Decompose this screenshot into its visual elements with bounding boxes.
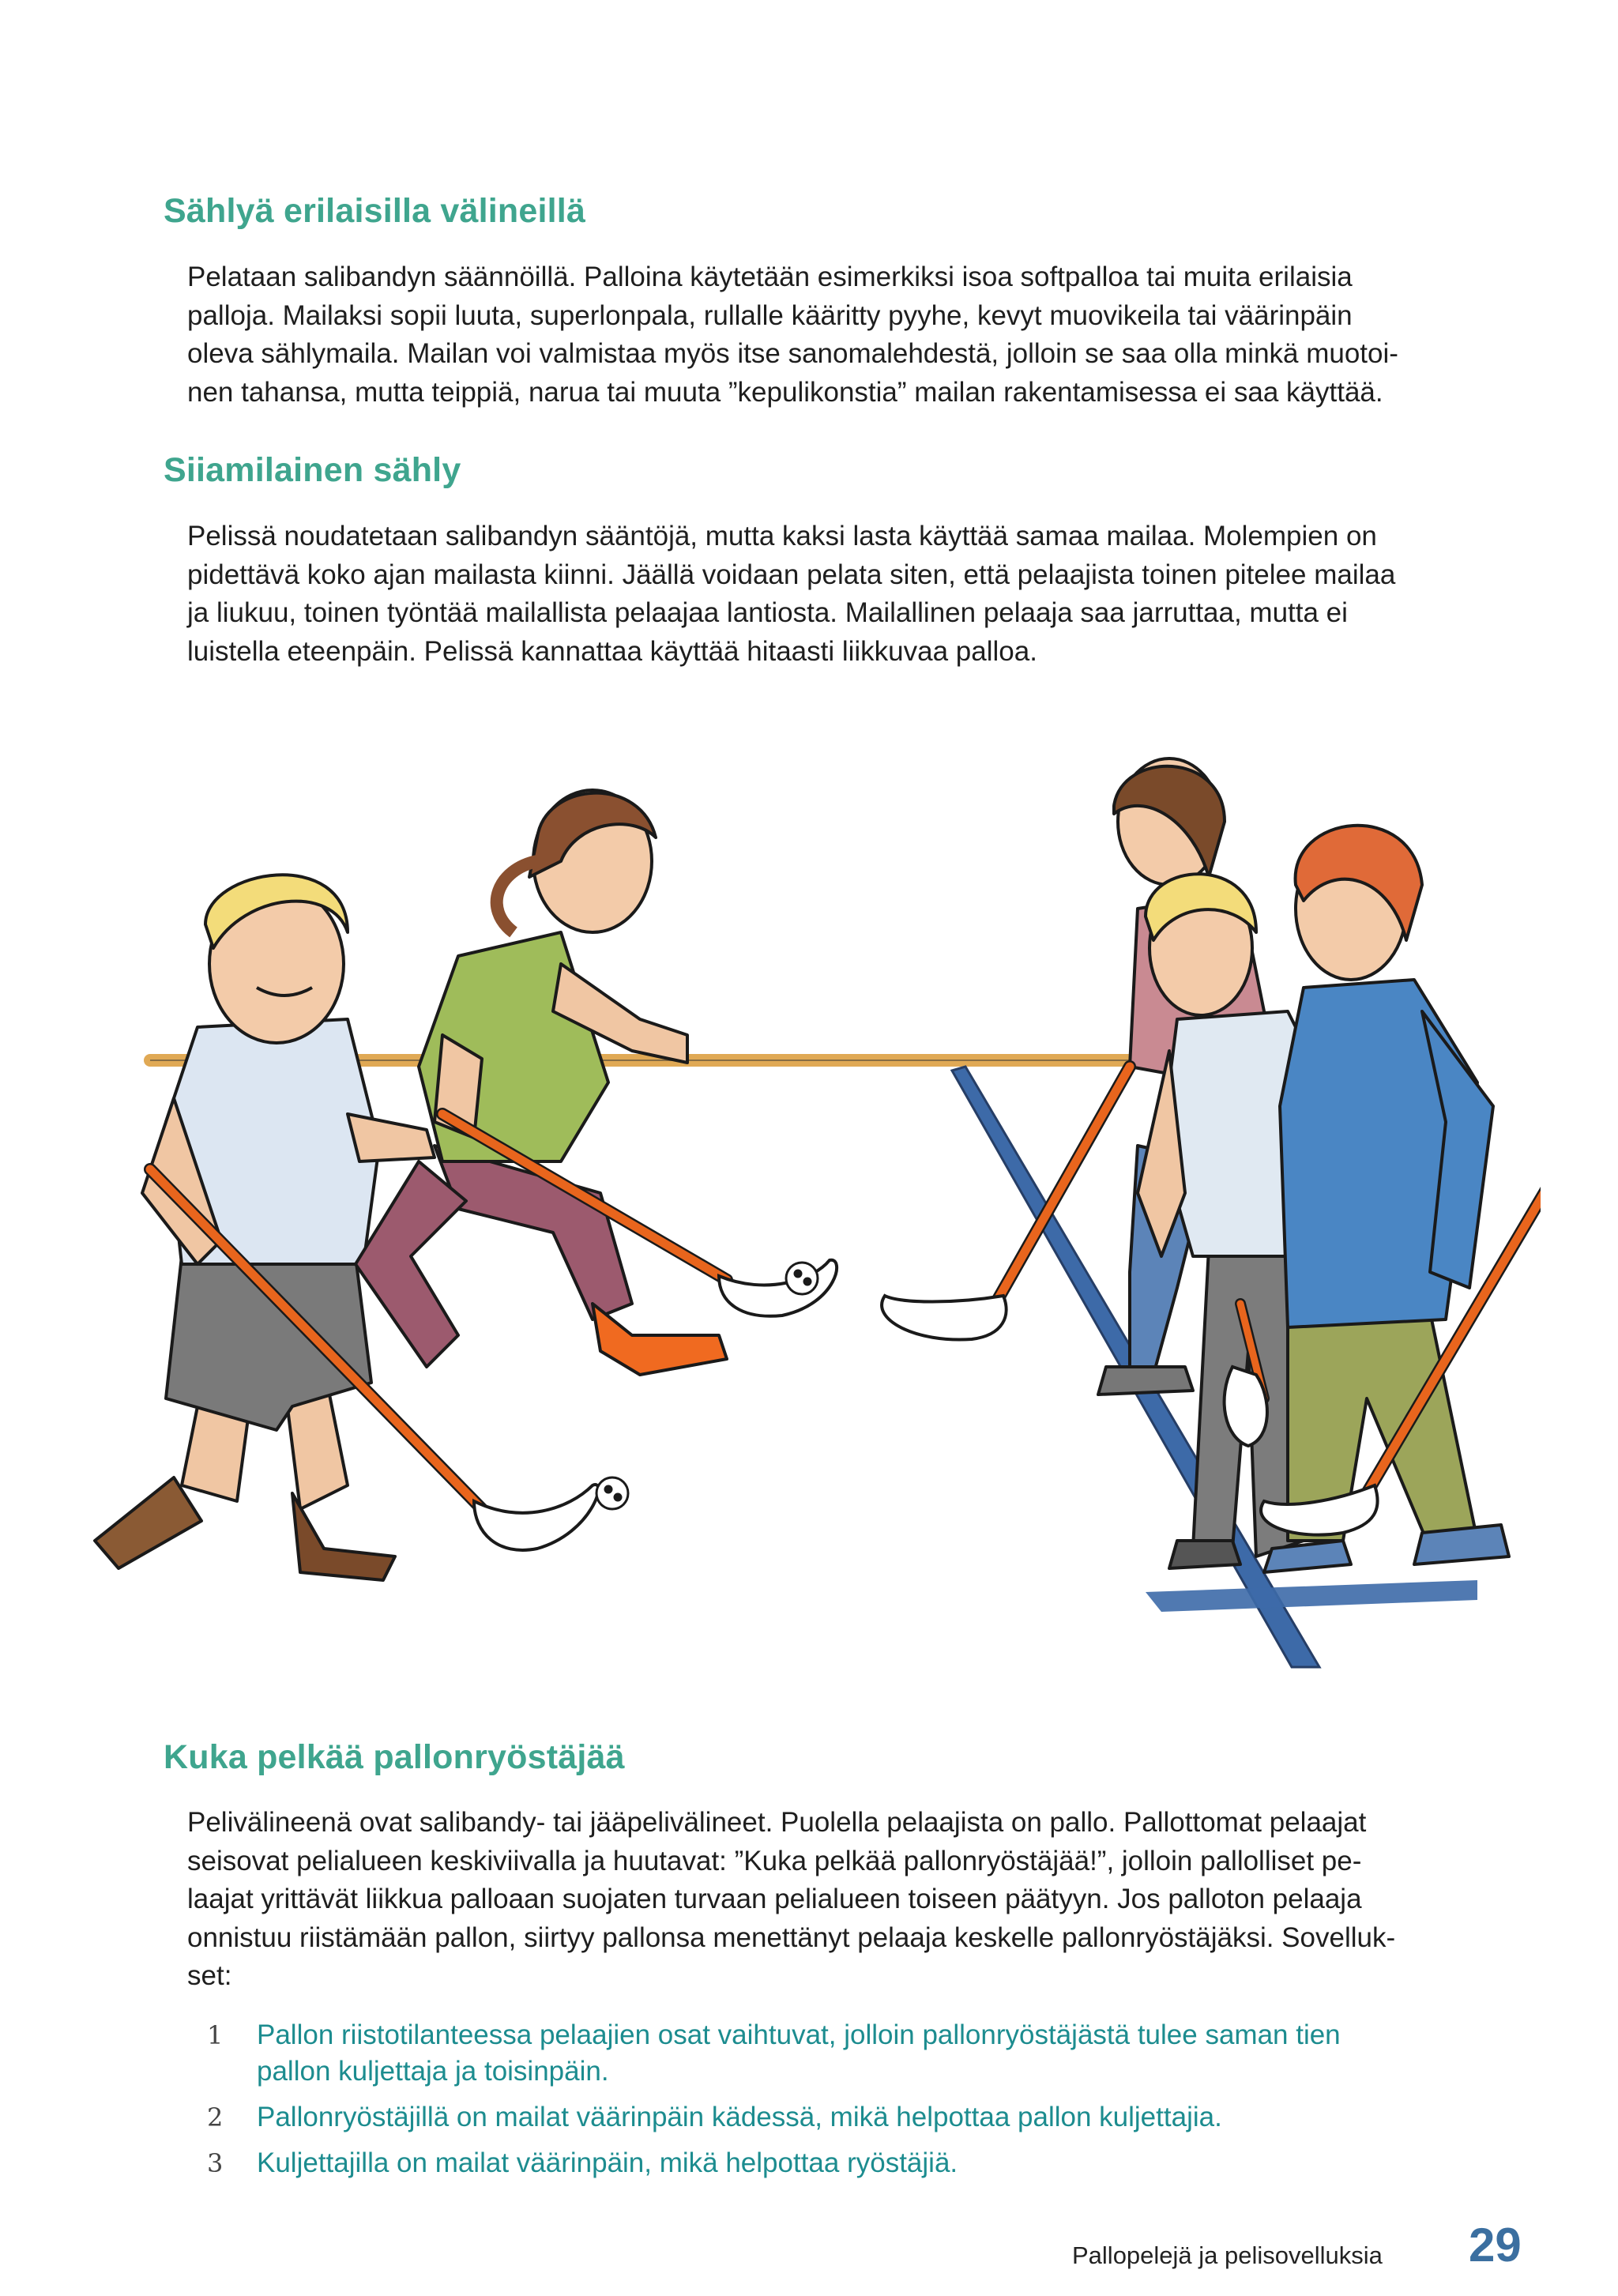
- section-heading-3: Kuka pelkää pallonryöstäjää: [164, 1738, 625, 1776]
- list-number: 1: [207, 2020, 224, 2050]
- text-line: seisovat pelialueen keskiviivalla ja huutavat: ”Kuka pelkää pallonryöstäjää!”, jolloin pallolliset pe-: [187, 1845, 1362, 1876]
- text-line: Pallonryöstäjillä on mailat väärinpäin kädessä, mikä helpottaa pallon kuljettajia.: [257, 2102, 1222, 2132]
- list-number: 3: [207, 2148, 224, 2178]
- section-text-2: [187, 518, 1483, 671]
- text-line: set:: [187, 1960, 232, 1991]
- text-line: Kuljettajilla on mailat väärinpäin, mikä helpottaa ryöstäjiä.: [257, 2147, 958, 2178]
- text-line: luistella eteenpäin. Pelissä kannattaa käyttää hitaasti liikkuvaa palloa.: [187, 635, 1037, 667]
- section-text-3: [187, 1804, 1483, 1996]
- text-line: palloja. Mailaksi sopii luuta, superlonpala, rullalle kääritty pyyhe, kevyt muovikeila tai väärinpäin: [187, 299, 1353, 331]
- list-item: [187, 2017, 1499, 2090]
- text-line: pallon kuljettaja ja toisinpäin.: [257, 2056, 609, 2087]
- section-text-1: [187, 258, 1483, 412]
- list-number: 2: [207, 2102, 224, 2132]
- footer-title: Pallopelejä ja pelisovelluksia: [1072, 2241, 1383, 2269]
- text-line: onnistuu riistämään pallon, siirtyy pallonsa menettänyt pelaaja keskelle pallonryöstäjäksi. Sovelluk-: [187, 1921, 1396, 1953]
- variations-list: [187, 2017, 1499, 2181]
- text-line: Pallon riistotilanteessa pelaajien osat vaihtuvat, jolloin pallonryöstäjästä tulee saman tien: [257, 2019, 1341, 2050]
- player-girl-green: [356, 790, 727, 1375]
- text-line: ja liukuu, toinen työntää mailallista pelaajaa lantiosta. Mailallinen pelaaja saa jarruttaa, mutta ei: [187, 597, 1348, 628]
- page-number: 29: [1469, 2219, 1522, 2272]
- text-line: Pelivälineenä ovat salibandy- tai jääpelivälineet. Puolella pelaajista on pallo. Pallottomat pelaajat: [187, 1807, 1367, 1838]
- floorball-illustration: [87, 751, 1541, 1691]
- list-item: [187, 2099, 1499, 2136]
- section-heading-2: Siiamilainen sähly: [164, 451, 461, 489]
- text-line: oleva sählymaila. Mailan voi valmistaa myös itse sanomalehdestä, jolloin se saa olla minkä muotoi-: [187, 338, 1398, 369]
- list-item: [187, 2145, 1499, 2181]
- text-line: Pelataan salibandyn säännöillä. Palloina käytetään esimerkiksi isoa softpalloa tai muita erilaisia: [187, 262, 1353, 292]
- text-line: Pelissä noudatetaan salibandyn sääntöjä, mutta kaksi lasta käyttää samaa mailaa. Molempien on: [187, 521, 1377, 551]
- text-line: pidettävä koko ajan mailasta kiinni. Jäällä voidaan pelata siten, että pelaajista toinen pitelee mailaa: [187, 559, 1396, 590]
- section-heading-1: Sählyä erilaisilla välineillä: [164, 192, 586, 230]
- text-line: nen tahansa, mutta teippiä, narua tai muuta ”kepulikonstia” mailan rakentamisessa ei saa käyttää.: [187, 376, 1383, 408]
- text-line: laajat yrittävät liikkua palloaan suojaten turvaan pelialueen toiseen päätyyn. Jos palloton pelaaja: [187, 1884, 1362, 1914]
